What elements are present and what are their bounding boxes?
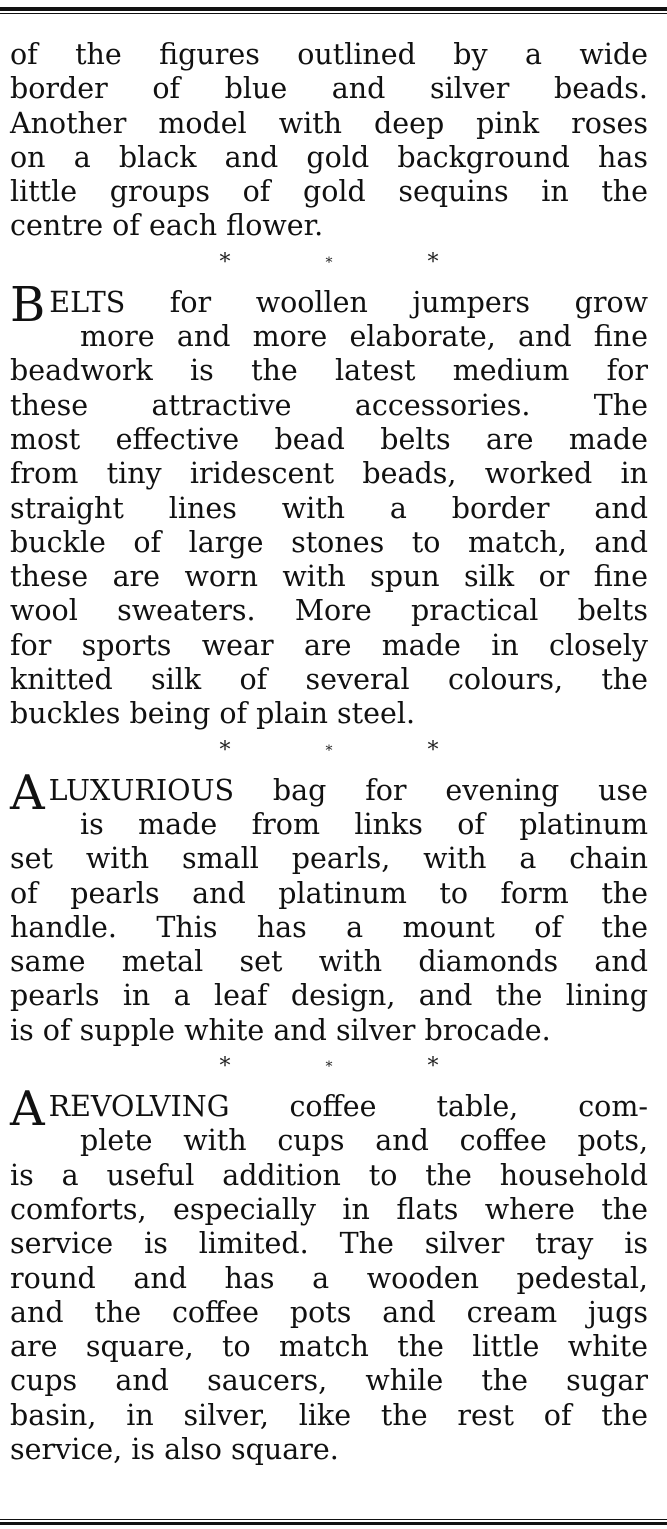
text-line: border of blue and silver beads. (10, 72, 648, 106)
text-line: same metal set with diamonds and (10, 945, 648, 979)
dropcap-letter: A (10, 764, 45, 821)
asterisk-glyph: * (325, 1059, 333, 1076)
text-line: comforts, especially in flats where the (10, 1192, 648, 1226)
text-line: set with small pearls, with a chain (10, 842, 648, 876)
asterisk-glyph: * (219, 1054, 231, 1080)
text-line: is made from links of platinum (80, 807, 648, 841)
text-line: centre of each flower. (10, 209, 324, 243)
paragraph-coffee-table (10, 1081, 648, 1467)
text-line: buckles being of plain steel. (10, 697, 416, 731)
section-separator (10, 1048, 648, 1090)
dropcap-letter: A (10, 1081, 45, 1138)
text-line: of the figures outlined by a wide (10, 38, 648, 71)
paragraph-evening-bag (10, 764, 648, 1048)
text-line-first (10, 1081, 648, 1138)
dropcap-letter: B (10, 276, 46, 333)
text-line: and the coffee pots and cream jugs (10, 1295, 648, 1329)
asterisk-glyph: * (427, 737, 439, 763)
text-line: handle. This has a mount of the (10, 910, 648, 944)
text-line: beadwork is the latest medium for (10, 354, 648, 388)
top-rule-thin (0, 13, 667, 14)
text-line-first (10, 764, 648, 821)
text-line: these are worn with spun silk or fine (10, 560, 648, 594)
text-line: from tiny iridescent beads, worked in (10, 457, 648, 491)
text-line: round and has a wooden pedestal, (10, 1261, 648, 1295)
text-line: Another model with deep pink roses (10, 106, 648, 140)
asterisk-glyph: * (427, 249, 439, 275)
text-line: little groups of gold sequins in the (10, 175, 648, 209)
text-line: service, is also square. (10, 1432, 339, 1466)
text-line: on a black and gold background has (10, 140, 648, 174)
text-line: wool sweaters. More practical belts (10, 594, 648, 628)
text-line: of pearls and platinum to form the (10, 876, 648, 910)
first-line-text: ELTS for woollen jumpers grow (49, 285, 648, 319)
asterisk-glyph: * (325, 742, 333, 759)
asterisk-glyph: * (427, 1054, 439, 1080)
text-line: these attractive accessories. The (10, 388, 648, 422)
paragraph-belts (10, 276, 648, 732)
text-line: cups and saucers, while the sugar (10, 1364, 648, 1398)
text-line: service is limited. The silver tray is (10, 1227, 648, 1261)
first-line-text: REVOLVING coffee table, com- (48, 1090, 648, 1124)
bottom-rule-thin (0, 1519, 667, 1520)
paragraph-beads-continued (10, 38, 648, 244)
text-line-first (10, 276, 648, 333)
text-line: straight lines with a border and (10, 491, 648, 525)
article-column (10, 38, 648, 1467)
text-line: is a useful addition to the household (10, 1158, 648, 1192)
text-line: plete with cups and coffee pots, (80, 1124, 648, 1158)
section-separator (10, 244, 648, 286)
asterisk-glyph: * (219, 249, 231, 275)
text-line: most effective bead belts are made (10, 422, 648, 456)
text-line: basin, in silver, like the rest of the (10, 1398, 648, 1432)
text-line: pearls in a leaf design, and the lining (10, 979, 648, 1013)
text-line: buckle of large stones to match, and (10, 525, 648, 559)
text-line: more and more elaborate, and fine (80, 320, 648, 354)
section-separator (10, 732, 648, 774)
bottom-rule (0, 1522, 667, 1525)
top-rule (0, 7, 667, 11)
text-line: knitted silk of several colours, the (10, 663, 648, 697)
asterisk-glyph: * (219, 737, 231, 763)
text-line: is of supple white and silver brocade. (10, 1013, 551, 1047)
asterisk-glyph: * (325, 254, 333, 271)
first-line-text: LUXURIOUS bag for evening use (48, 773, 648, 807)
text-line: are square, to match the little white (10, 1330, 648, 1364)
text-line: for sports wear are made in closely (10, 628, 648, 662)
